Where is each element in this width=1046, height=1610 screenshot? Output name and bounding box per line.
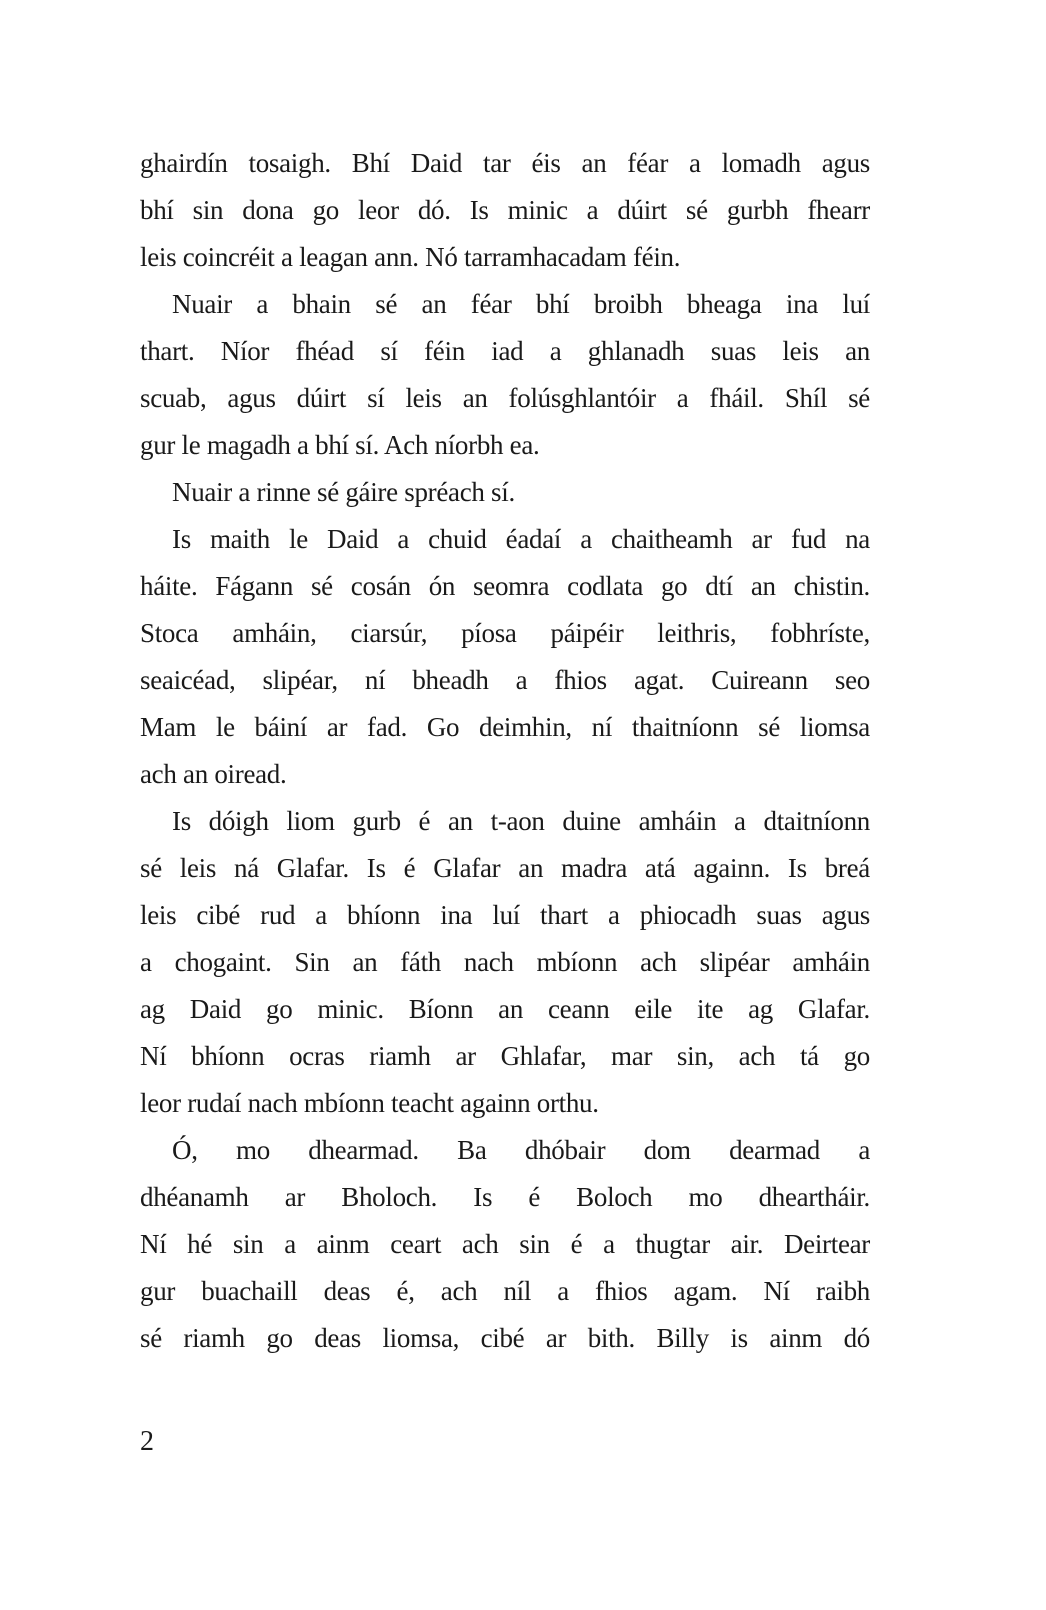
body-text: [140, 140, 870, 1362]
text-line: sé riamh go deas liomsa, cibé ar bith. Billy is ainm dó: [140, 1323, 870, 1353]
text-line: bhí sin dona go leor dó. Is minic a dúirt sé gurbh fhearr: [140, 195, 870, 225]
text-line: Mam le báiní ar fad. Go deimhin, ní thaitníonn sé liomsa: [140, 712, 870, 742]
text-line: Is maith le Daid a chuid éadaí a chaitheamh ar fud na: [172, 524, 870, 554]
text-line: leis coincréit a leagan ann. Nó tarramhacadam féin.: [140, 242, 681, 272]
text-line: leis cibé rud a bhíonn ina luí thart a phiocadh suas agus: [140, 900, 870, 930]
text-line: thart. Níor fhéad sí féin iad a ghlanadh suas leis an: [140, 336, 870, 366]
text-line: a chogaint. Sin an fáth nach mbíonn ach slipéar amháin: [140, 947, 870, 977]
text-line: scuab, agus dúirt sí leis an folúsghlantóir a fháil. Shíl sé: [140, 383, 870, 413]
text-line: háite. Fágann sé cosán ón seomra codlata go dtí an chistin.: [140, 571, 870, 601]
text-line: Is dóigh liom gurb é an t-aon duine amháin a dtaitníonn: [172, 806, 870, 836]
text-line: sé leis ná Glafar. Is é Glafar an madra atá againn. Is breá: [140, 853, 870, 883]
page-number: 2: [140, 1426, 154, 1457]
text-line: leor rudaí nach mbíonn teacht againn orthu.: [140, 1088, 599, 1118]
text-line: ghairdín tosaigh. Bhí Daid tar éis an féar a lomadh agus: [140, 148, 870, 178]
text-line: gur le magadh a bhí sí. Ach níorbh ea.: [140, 430, 540, 460]
text-line: Nuair a bhain sé an féar bhí broibh bheaga ina luí: [172, 289, 870, 319]
text-line: seaicéad, slipéar, ní bheadh a fhios agat. Cuireann seo: [140, 665, 870, 695]
text-line: Ó, mo dhearmad. Ba dhóbair dom dearmad a: [172, 1135, 870, 1165]
text-line: dhéanamh ar Bholoch. Is é Boloch mo dheartháir.: [140, 1182, 870, 1212]
text-line: Ní hé sin a ainm ceart ach sin é a thugtar air. Deirtear: [140, 1229, 870, 1259]
text-line: ach an oiread.: [140, 759, 287, 789]
text-line: ag Daid go minic. Bíonn an ceann eile ite ag Glafar.: [140, 994, 870, 1024]
text-line: gur buachaill deas é, ach níl a fhios agam. Ní raibh: [140, 1276, 870, 1306]
text-line: Nuair a rinne sé gáire spréach sí.: [172, 477, 515, 507]
text-line: Ní bhíonn ocras riamh ar Ghlafar, mar sin, ach tá go: [140, 1041, 870, 1071]
text-line: Stoca amháin, ciarsúr, píosa páipéir leithris, fobhríste,: [140, 618, 870, 648]
